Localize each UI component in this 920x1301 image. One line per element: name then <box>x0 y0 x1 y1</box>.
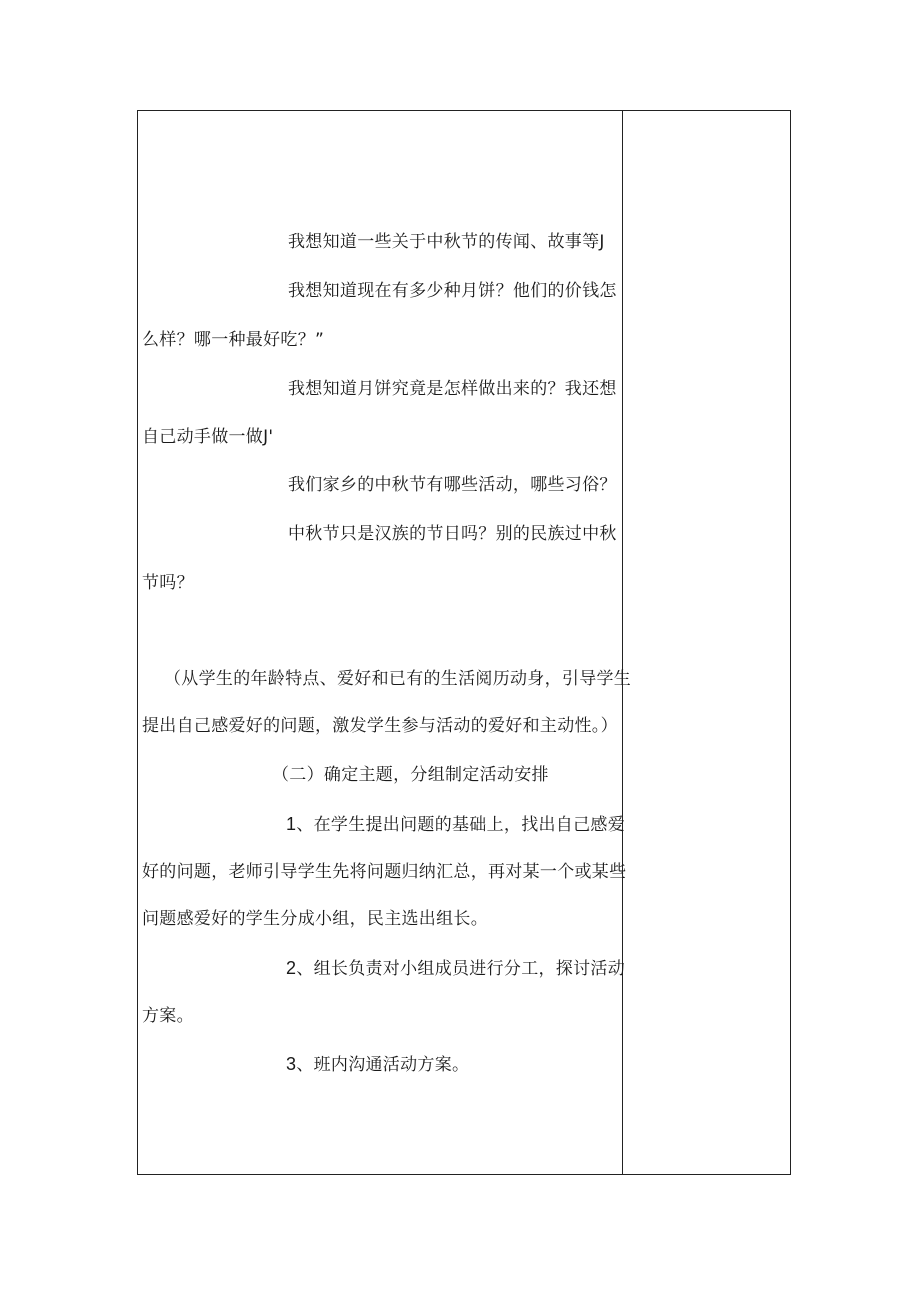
question-ethnic-line1: 中秋节只是汉族的节日吗？别的民族过中秋 <box>288 524 617 544</box>
step-1-number: 1 <box>286 814 297 834</box>
step-2-line1: 2、组长负责对小组成员进行分工，探讨活动 <box>286 958 626 979</box>
step-1-line1: 1、在学生提出问题的基础上，找出自己感爱 <box>286 814 626 835</box>
question-mooncake-line2: 么样？哪一种最好吃？” <box>142 330 325 350</box>
step-3-line1: 3、班内沟通活动方案。 <box>286 1054 470 1075</box>
question-customs: 我们家乡的中秋节有哪些活动，哪些习俗？ <box>288 475 617 495</box>
note-line1: （从学生的年龄特点、爱好和已有的生活阅历动身，引导学生 <box>164 669 632 689</box>
note-line2: 提出自己感爱好的问题，激发学生参与活动的爱好和主动性。） <box>142 716 618 736</box>
step-1-line2: 好的问题，老师引导学生先将问题归纳汇总，再对某一个或某些 <box>142 862 627 882</box>
question-ethnic-line2: 节吗？ <box>142 573 194 593</box>
section-heading: （二）确定主题，分组制定活动安排 <box>272 765 549 785</box>
question-mooncake-line1: 我想知道现在有多少种月饼？他们的价钱怎 <box>288 281 617 301</box>
step-1-line3: 问题感爱好的学生分成小组，民主选出组长。 <box>142 909 488 929</box>
notes-cell <box>623 111 790 1174</box>
question-legend: 我想知道一些关于中秋节的传闻、故事等J <box>288 232 605 252</box>
step-3-number: 3 <box>286 1054 297 1074</box>
question-making-line1: 我想知道月饼究竟是怎样做出来的？我还想 <box>288 379 617 399</box>
lesson-table <box>137 110 791 1175</box>
step-2-line2: 方案。 <box>142 1006 194 1026</box>
step-2-number: 2 <box>286 958 297 978</box>
question-making-line2: 自己动手做一做J' <box>142 427 274 447</box>
